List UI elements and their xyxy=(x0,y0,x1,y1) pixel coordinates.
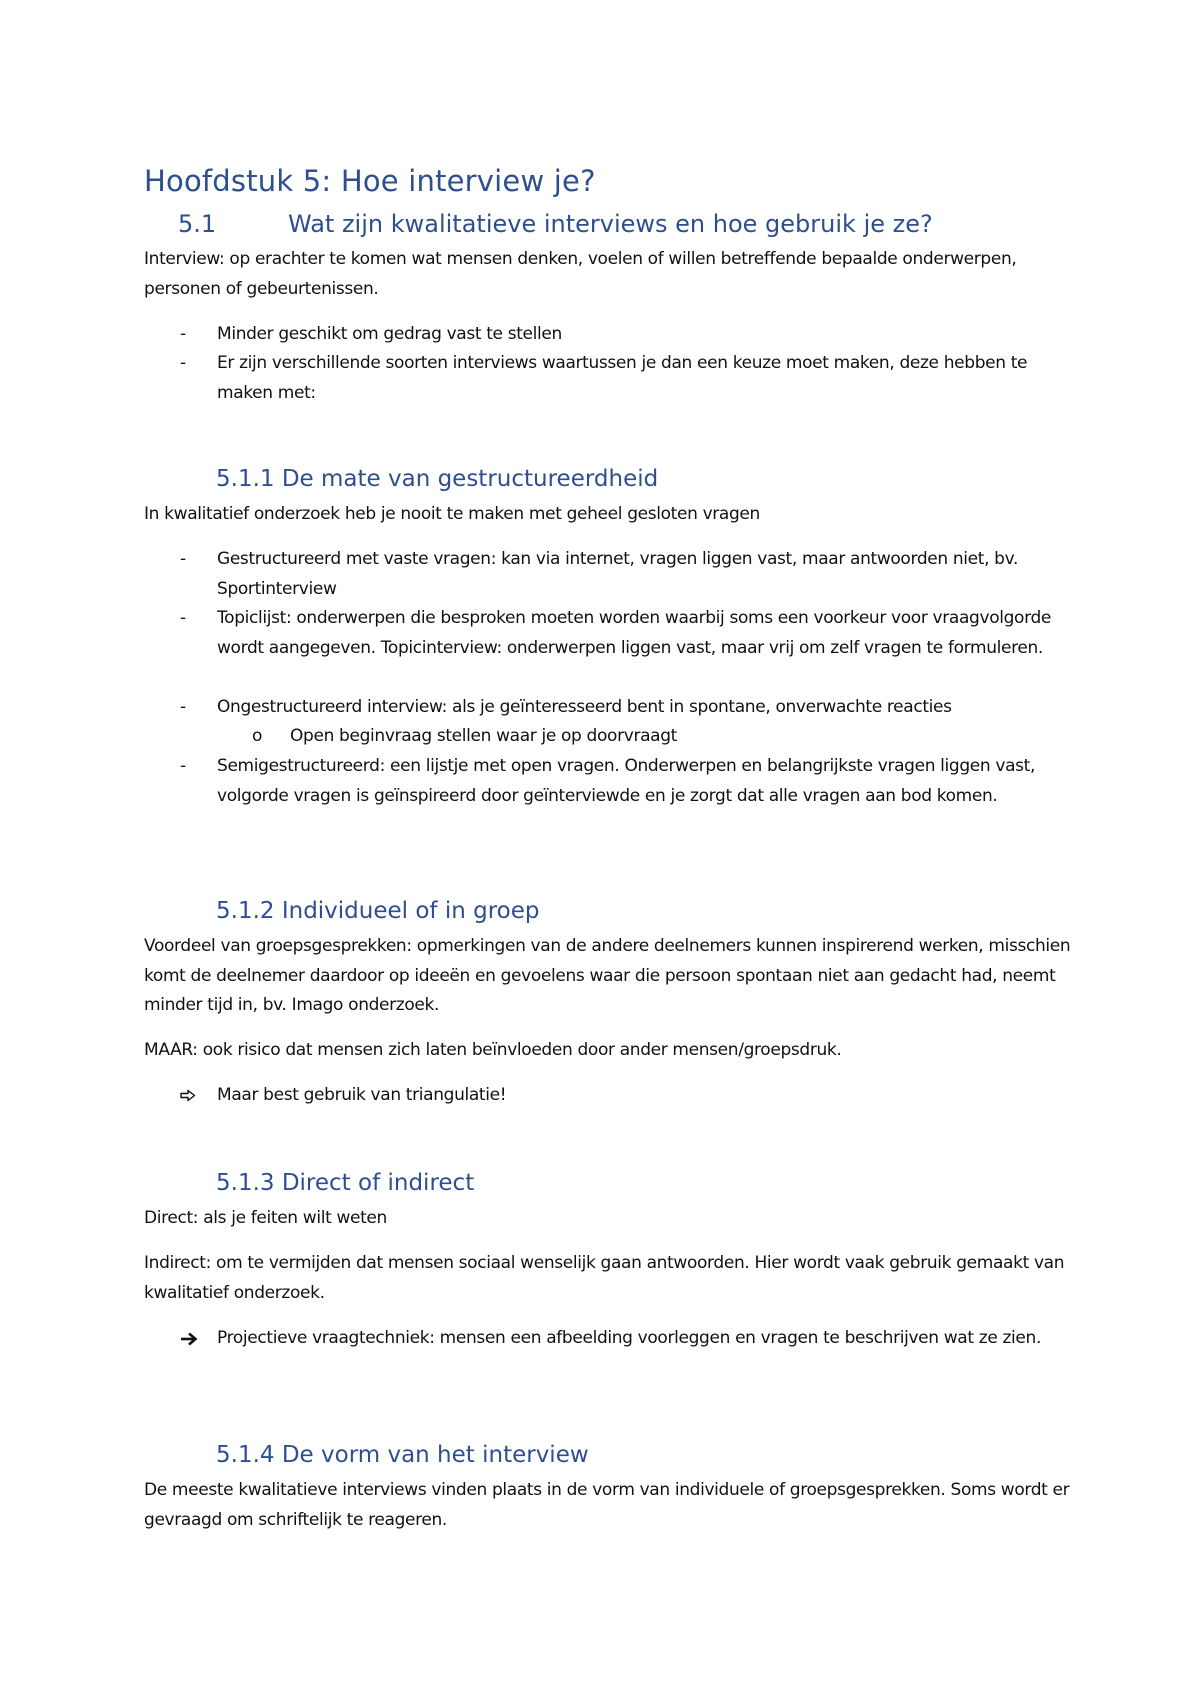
dash-bullet: - xyxy=(180,756,186,776)
sub-list-item xyxy=(144,722,1074,752)
paragraph: Voordeel van groepsgesprekken: opmerkingen van de andere deelnemers kunnen inspirerend werken, misschien komt de deelnemer daardoor op ideeën en gevoelens waar die persoon spontaan niet aan gedacht had, neemt minder tijd in, bv. Imago onderzoek. xyxy=(144,936,1071,1015)
section-number: 5.1 xyxy=(178,210,217,238)
outline-arrow-icon xyxy=(180,1081,200,1102)
paragraph: Direct: als je feiten wilt weten xyxy=(144,1208,387,1228)
list-item-text: Topiclijst: onderwerpen die besproken moeten worden waarbij soms een voorkeur voor vraagvolgorde wordt aangegeven. Topicinterview: onderwerpen liggen vast, maar vrij om zelf vragen te formuleren. xyxy=(217,608,1051,658)
intro-paragraph: Interview: op erachter te komen wat mensen denken, voelen of willen betreffende bepaalde onderwerpen, personen of gebeurtenissen. xyxy=(144,249,1017,299)
subsection-heading-5-1-1: 5.1.1 De mate van gestructureerdheid xyxy=(216,466,659,492)
section-heading xyxy=(178,210,933,238)
dash-bullet: - xyxy=(180,324,186,344)
arrow-right-icon xyxy=(180,1324,200,1346)
list-item xyxy=(144,604,1074,663)
subsection-intro: In kwalitatief onderzoek heb je nooit te maken met geheel gesloten vragen xyxy=(144,504,760,524)
paragraph: De meeste kwalitatieve interviews vinden plaats in de vorm van individuele of groepsgesprekken. Soms wordt er gevraagd om schriftelijk te reageren. xyxy=(144,1480,1070,1530)
paragraph: MAAR: ook risico dat mensen zich laten beïnvloeden door ander mensen/groepsdruk. xyxy=(144,1040,842,1060)
subsection-heading-5-1-3: 5.1.3 Direct of indirect xyxy=(216,1170,475,1196)
section-title: Wat zijn kwalitatieve interviews en hoe gebruik je ze? xyxy=(288,210,933,238)
chapter-title: Hoofdstuk 5: Hoe interview je? xyxy=(144,164,596,198)
list-item-text: Semigestructureerd: een lijstje met open vragen. Onderwerpen en belangrijkste vragen liggen vast, volgorde vragen is geïnspireerd door geïnterviewde en je zorgt dat alle vragen aan bod komen. xyxy=(217,756,1036,806)
list-item xyxy=(144,320,1074,350)
arrow-item-text: Projectieve vraagtechniek: mensen een afbeelding voorleggen en vragen te beschrijven wat ze zien. xyxy=(217,1328,1042,1348)
arrow-list-item xyxy=(144,1081,1074,1111)
arrow-item-text: Maar best gebruik van triangulatie! xyxy=(217,1085,507,1105)
dash-bullet: - xyxy=(180,353,186,373)
sub-list-item-text: Open beginvraag stellen waar je op doorvraagt xyxy=(290,726,677,746)
list-item-text: Gestructureerd met vaste vragen: kan via internet, vragen liggen vast, maar antwoorden niet, bv. Sportinterview xyxy=(217,549,1019,599)
list-item-text: Minder geschikt om gedrag vast te stellen xyxy=(217,324,562,344)
list-item xyxy=(144,693,1074,723)
list-item-text: Ongestructureerd interview: als je geïnteresseerd bent in spontane, onverwachte reacties xyxy=(217,697,952,717)
list-item-text: Er zijn verschillende soorten interviews waartussen je dan een keuze moet maken, deze hebben te maken met: xyxy=(217,353,1028,403)
list-item xyxy=(144,545,1074,604)
arrow-list-item xyxy=(144,1324,1074,1354)
circle-bullet: o xyxy=(252,726,263,746)
list-item xyxy=(144,349,1074,408)
subsection-heading-5-1-2: 5.1.2 Individueel of in groep xyxy=(216,898,540,924)
dash-bullet: - xyxy=(180,608,186,628)
list-item xyxy=(144,752,1074,811)
dash-bullet: - xyxy=(180,697,186,717)
dash-bullet: - xyxy=(180,549,186,569)
paragraph: Indirect: om te vermijden dat mensen sociaal wenselijk gaan antwoorden. Hier wordt vaak gebruik gemaakt van kwalitatief onderzoek. xyxy=(144,1253,1065,1303)
subsection-heading-5-1-4: 5.1.4 De vorm van het interview xyxy=(216,1442,589,1468)
